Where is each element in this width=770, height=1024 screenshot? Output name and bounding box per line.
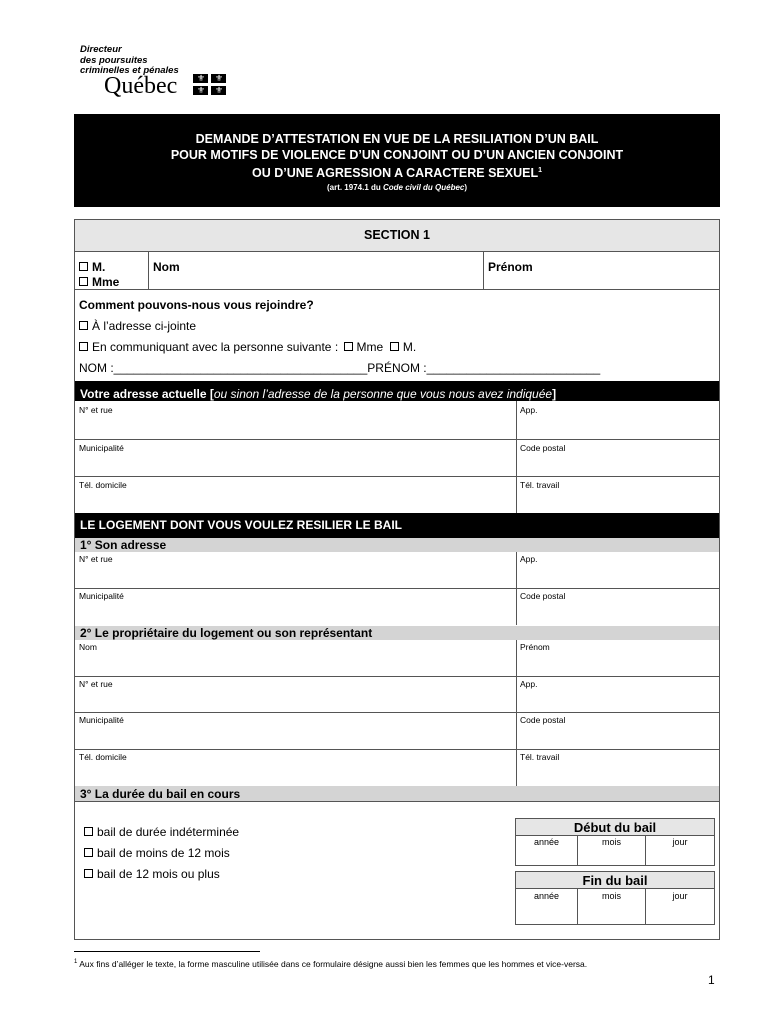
nom-prenom-line[interactable]: NOM :______________________________________PRÉNOM :__________________________ <box>79 361 601 375</box>
lodging-bar: LE LOGEMENT DONT VOUS VOULEZ RESILIER LE BAIL <box>75 513 719 538</box>
checkbox-lease-indeterminate[interactable] <box>84 827 93 836</box>
address-street-label: N° et rue <box>79 405 113 415</box>
nom-label: Nom <box>153 260 180 274</box>
title-line-3: OU D’UNE AGRESSION A CARACTERE SEXUEL$^1$ <box>251 166 543 181</box>
end-year-label: année <box>533 891 560 901</box>
lease-option-less-12[interactable]: bail de moins de 12 mois <box>84 846 230 860</box>
address-home-phone-label: Tél. domicile <box>79 480 127 490</box>
checkbox-mme[interactable] <box>79 277 88 286</box>
owner-street-label: N° et rue <box>79 679 113 689</box>
checkbox-address[interactable] <box>79 321 88 330</box>
address-municipality-label: Municipalité <box>79 443 124 453</box>
checkbox-m[interactable] <box>79 262 88 271</box>
checkbox-person-mme[interactable] <box>344 342 353 351</box>
owner-postal-label: Code postal <box>520 715 566 725</box>
title-option-mme[interactable]: Mme <box>79 275 119 289</box>
footnote: $^1$ Aux fins d’alléger le texte, la forme masculine utilisée dans ce formulaire désigne aussi bien les femmes que les hommes et vice-versa. <box>74 959 588 969</box>
option-person[interactable]: En communiquant avec la personne suivante : Mme M. <box>79 340 416 354</box>
contact-question: Comment pouvons-nous vous rejoindre? <box>79 298 314 312</box>
lease-option-12-plus[interactable]: bail de 12 mois ou plus <box>84 867 220 881</box>
end-month-label: mois <box>601 891 621 901</box>
footnote-divider <box>74 951 260 952</box>
checkbox-person[interactable] <box>79 342 88 351</box>
lease-option-indeterminate[interactable]: bail de durée indéterminée <box>84 825 239 839</box>
owner-home-phone-label: Tél. domicile <box>79 752 127 762</box>
title-option-m[interactable]: M. <box>79 260 105 274</box>
address-work-phone-label: Tél. travail <box>520 480 560 490</box>
logo-line-1: Directeur <box>80 44 122 55</box>
title-line-1: DEMANDE D’ATTESTATION EN VUE DE LA RESILIATION D’UN BAIL <box>195 132 599 146</box>
owner-prenom-label: Prénom <box>520 642 550 652</box>
end-day-label: jour <box>672 891 688 901</box>
end-date-box[interactable] <box>515 871 715 925</box>
lodging-app-label: App. <box>520 554 538 564</box>
option-address[interactable]: À l’adresse ci-jointe <box>79 319 196 333</box>
prenom-label: Prénom <box>488 260 533 274</box>
checkbox-person-m[interactable] <box>390 342 399 351</box>
section-header: SECTION 1 <box>75 220 719 252</box>
address-bar: Votre adresse actuelle [ou sinon l’adresse de la personne que vous nous avez indiquée] <box>75 381 719 401</box>
page-number: 1 <box>708 973 715 987</box>
start-date-title: Début du bail <box>516 819 714 836</box>
quebec-flag-icon: ⚜ ⚜ ⚜ ⚜ <box>193 74 227 96</box>
address-postal-label: Code postal <box>520 443 566 453</box>
lodging-sub3: 3° La durée du bail en cours <box>75 786 719 801</box>
start-year-label: année <box>533 837 560 847</box>
start-month-label: mois <box>601 837 621 847</box>
address-app-label: App. <box>520 405 538 415</box>
logo-line-3: criminelles et pénales <box>80 65 179 76</box>
lodging-municipality-label: Municipalité <box>79 591 124 601</box>
lodging-street-label: N° et rue <box>79 554 113 564</box>
logo-quebec: Québec <box>104 73 178 99</box>
owner-municipality-label: Municipalité <box>79 715 124 725</box>
checkbox-lease-12-plus[interactable] <box>84 869 93 878</box>
start-day-label: jour <box>672 837 688 847</box>
checkbox-lease-less-12[interactable] <box>84 848 93 857</box>
logo-line-2: des poursuites <box>80 55 148 66</box>
end-date-title: Fin du bail <box>516 872 714 889</box>
owner-nom-label: Nom <box>79 642 97 652</box>
start-date-box[interactable] <box>515 818 715 866</box>
owner-app-label: App. <box>520 679 538 689</box>
lodging-sub1: 1° Son adresse <box>75 538 719 552</box>
lodging-sub2: 2° Le propriétaire du logement ou son représentant <box>75 626 719 640</box>
title-line-2: POUR MOTIFS DE VIOLENCE D’UN CONJOINT OU D’UN ANCIEN CONJOINT <box>170 148 624 162</box>
title-subtitle: (art. 1974.1 du Code civil du Québec) <box>326 183 468 193</box>
title-box <box>74 114 720 207</box>
owner-work-phone-label: Tél. travail <box>520 752 560 762</box>
lodging-postal-label: Code postal <box>520 591 566 601</box>
